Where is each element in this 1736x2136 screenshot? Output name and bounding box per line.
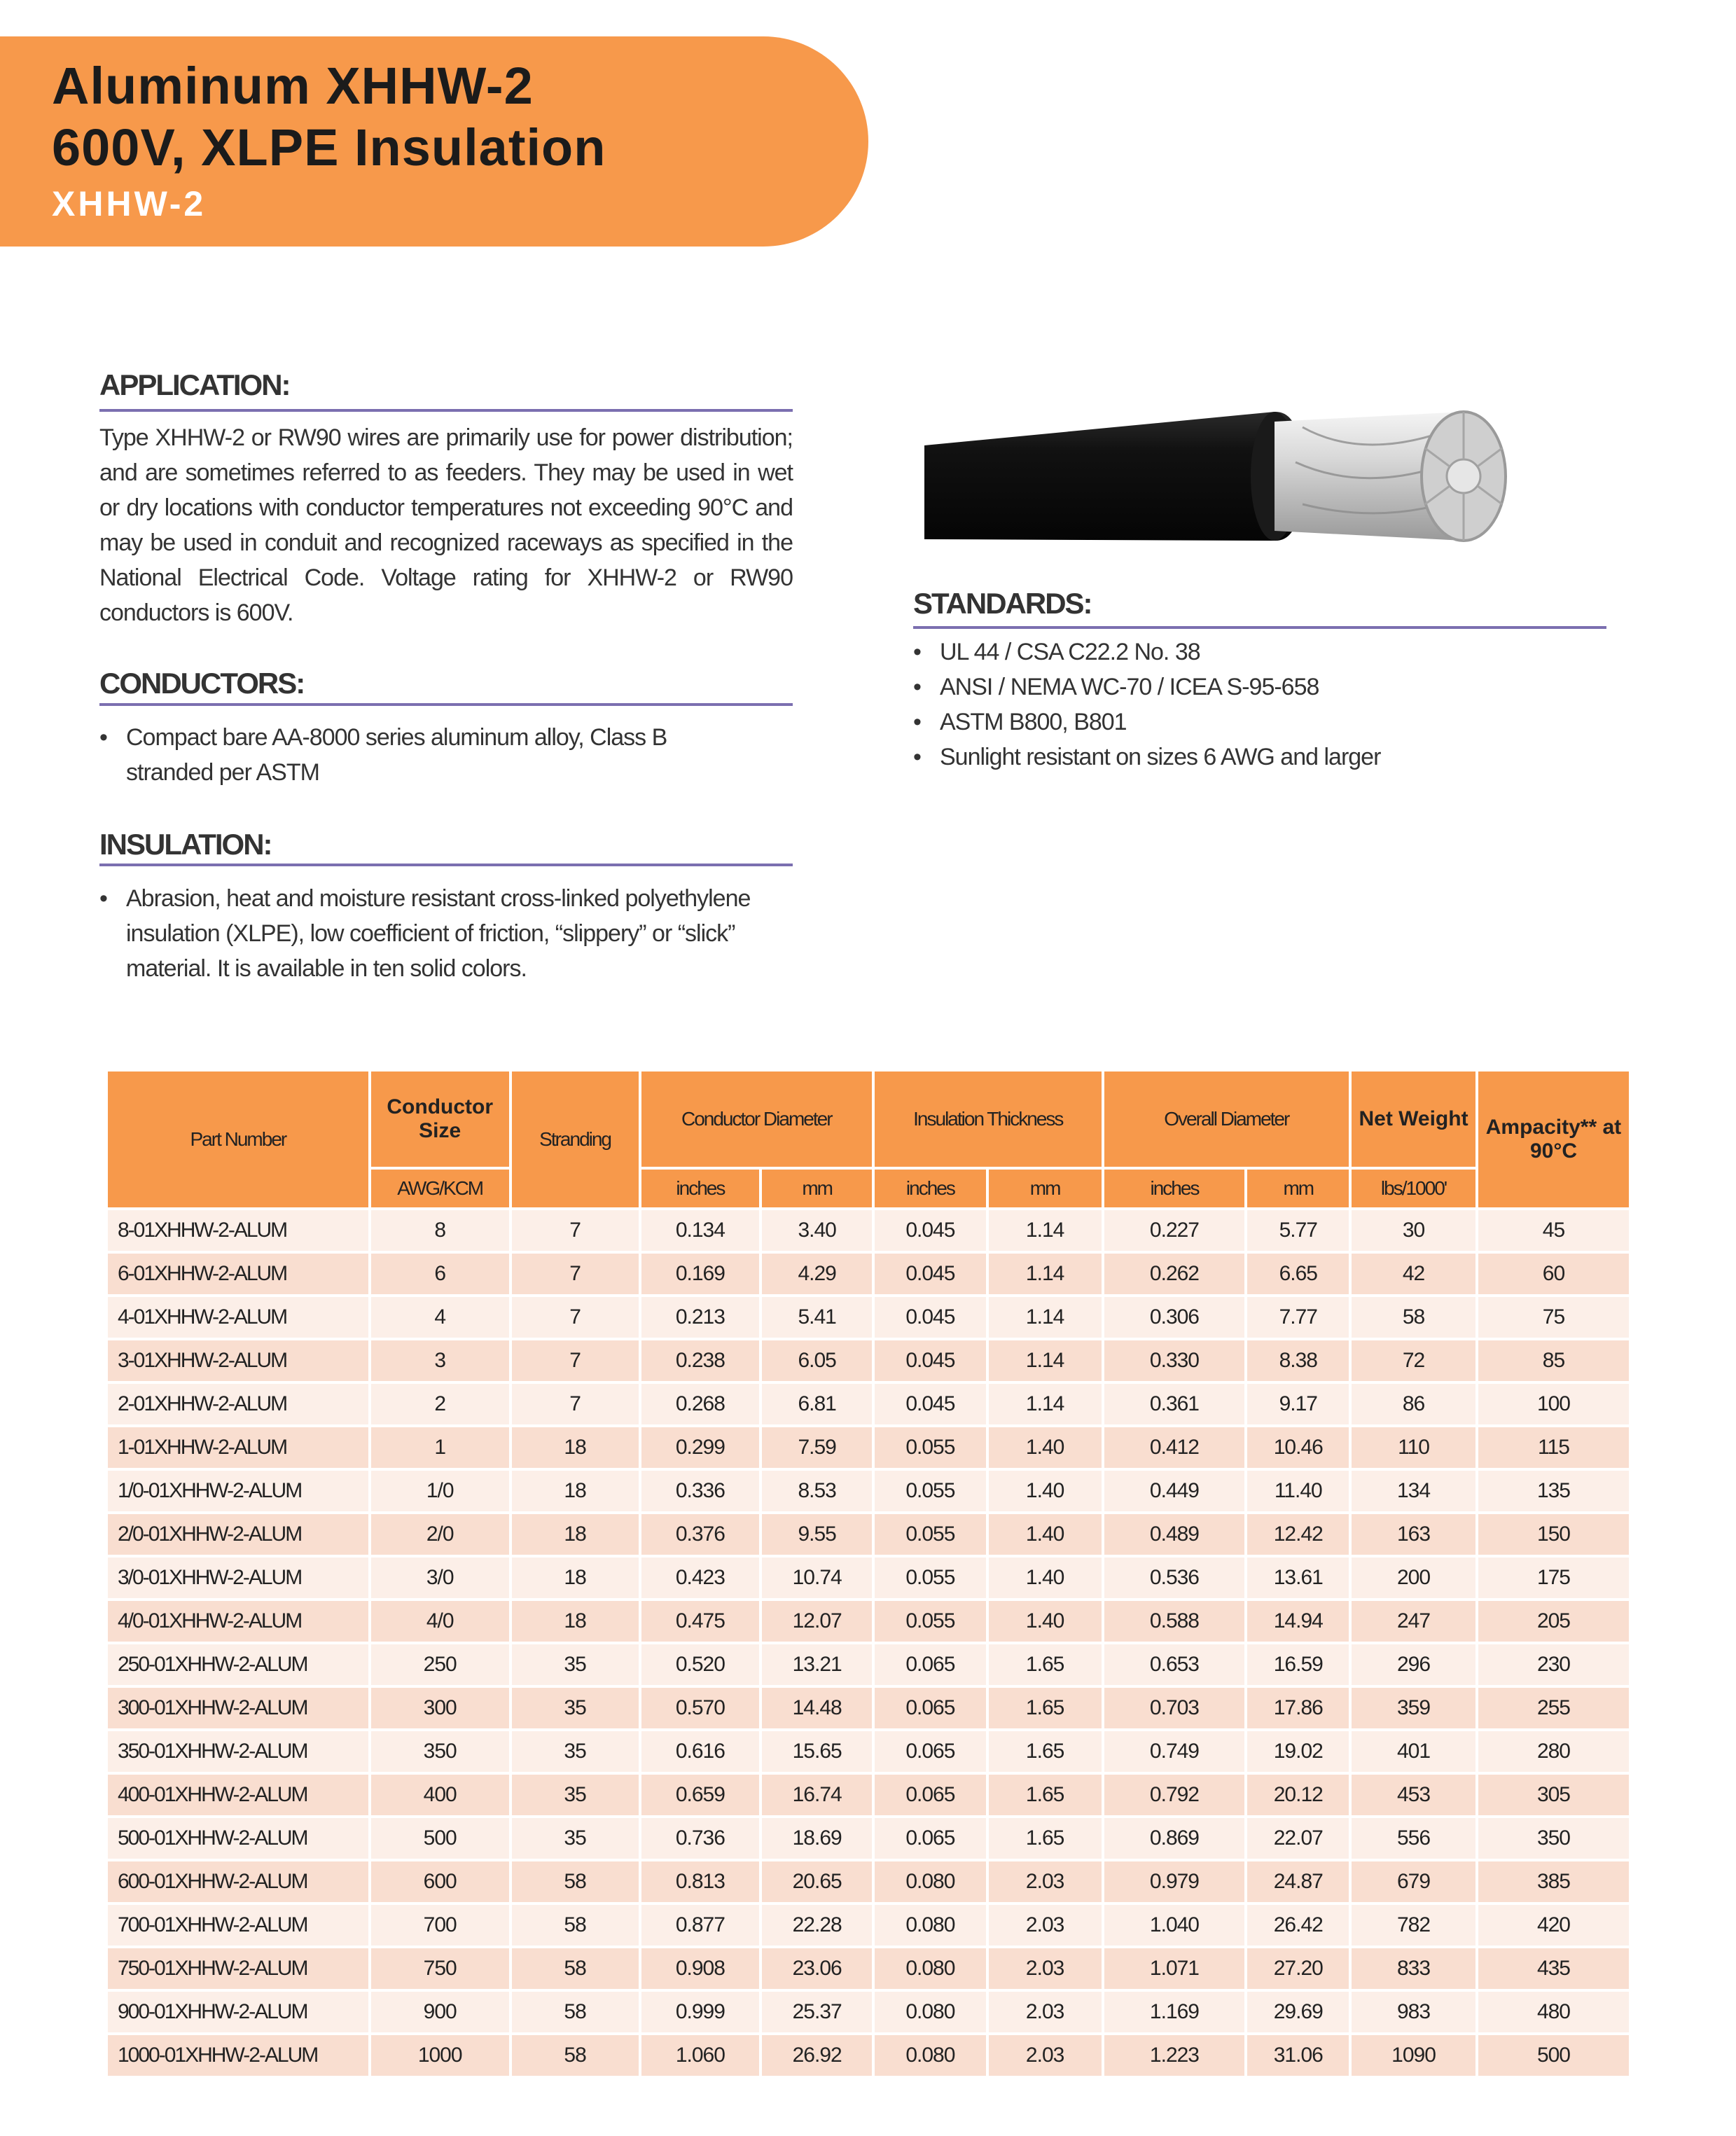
table-cell: 0.045 <box>875 1254 986 1294</box>
table-cell: 679 <box>1352 1861 1475 1902</box>
table-cell: 0.412 <box>1104 1427 1245 1468</box>
specification-table <box>105 1069 1632 2079</box>
table-cell: 0.065 <box>875 1688 986 1728</box>
table-cell: 401 <box>1352 1731 1475 1772</box>
table-cell: 1 <box>371 1427 509 1468</box>
table-cell: 1.65 <box>989 1731 1102 1772</box>
table-cell: 0.792 <box>1104 1775 1245 1815</box>
table-cell: 0.749 <box>1104 1731 1245 1772</box>
standards-heading: STANDARDS: <box>913 587 1092 620</box>
table-cell: 8.38 <box>1247 1340 1349 1381</box>
table-cell: 18 <box>512 1514 639 1555</box>
table-cell: 0.080 <box>875 1948 986 1989</box>
table-cell: 0.330 <box>1104 1340 1245 1381</box>
table-cell: 435 <box>1478 1948 1629 1989</box>
table-cell: 0.055 <box>875 1471 986 1511</box>
unit-it-inches: inches <box>875 1170 986 1207</box>
table-cell: 0.169 <box>641 1254 760 1294</box>
table-row <box>108 1905 1629 1946</box>
table-cell: 0.703 <box>1104 1688 1245 1728</box>
table-cell: 35 <box>512 1644 639 1685</box>
unit-cd-mm: mm <box>762 1170 872 1207</box>
table-cell: 18 <box>512 1471 639 1511</box>
table-cell: 0.570 <box>641 1688 760 1728</box>
table-cell: 1.40 <box>989 1427 1102 1468</box>
table-cell: 0.736 <box>641 1818 760 1859</box>
list-item: • Sunlight resistant on sizes 6 AWG and larger <box>913 740 1606 775</box>
application-heading: APPLICATION: <box>99 368 290 401</box>
header-conductor-diameter: Conductor Diameter <box>641 1072 873 1167</box>
table-cell: 0.080 <box>875 1905 986 1946</box>
table-cell: 350 <box>1478 1818 1629 1859</box>
table-cell: 22.28 <box>762 1905 872 1946</box>
part-number-cell: 1/0-01XHHW-2-ALUM <box>108 1471 368 1511</box>
table-cell: 205 <box>1478 1601 1629 1642</box>
table-cell: 2.03 <box>989 2035 1102 2076</box>
table-cell: 500 <box>1478 2035 1629 2076</box>
table-cell: 0.065 <box>875 1775 986 1815</box>
table-cell: 72 <box>1352 1340 1475 1381</box>
table-cell: 35 <box>512 1731 639 1772</box>
table-cell: 18 <box>512 1558 639 1598</box>
table-cell: 300 <box>371 1688 509 1728</box>
part-number-cell: 6-01XHHW-2-ALUM <box>108 1254 368 1294</box>
subtitle: XHHW-2 <box>52 184 207 223</box>
table-cell: 0.908 <box>641 1948 760 1989</box>
list-item: • ASTM B800, B801 <box>913 705 1606 740</box>
table-cell: 250 <box>371 1644 509 1685</box>
table-cell: 0.869 <box>1104 1818 1245 1859</box>
table-cell: 16.74 <box>762 1775 872 1815</box>
table-cell: 20.65 <box>762 1861 872 1902</box>
table-row <box>108 1818 1629 1859</box>
title-line-1: Aluminum XHHW-2 <box>52 57 534 115</box>
table-cell: 42 <box>1352 1254 1475 1294</box>
unit-size: AWG/KCM <box>371 1170 509 1207</box>
standards-list <box>913 634 1606 775</box>
table-cell: 359 <box>1352 1688 1475 1728</box>
table-cell: 18.69 <box>762 1818 872 1859</box>
table-cell: 22.07 <box>1247 1818 1349 1859</box>
part-number-cell: 2-01XHHW-2-ALUM <box>108 1384 368 1424</box>
table-cell: 0.999 <box>641 1992 760 2032</box>
table-cell: 2.03 <box>989 1948 1102 1989</box>
table-cell: 110 <box>1352 1427 1475 1468</box>
table-cell: 35 <box>512 1688 639 1728</box>
table-cell: 115 <box>1478 1427 1629 1468</box>
table-cell: 45 <box>1478 1210 1629 1251</box>
table-cell: 1.40 <box>989 1471 1102 1511</box>
insulation-heading: INSULATION: <box>99 828 272 861</box>
table-cell: 10.74 <box>762 1558 872 1598</box>
table-cell: 4 <box>371 1297 509 1338</box>
list-item: • Abrasion, heat and moisture resistant cross-linked polyethylene insulation (XLPE), low coefficient of friction, “slippery” or “slick” material. It is available in ten solid colors. <box>99 881 751 986</box>
table-cell: 1.65 <box>989 1688 1102 1728</box>
table-cell: 1.14 <box>989 1384 1102 1424</box>
table-cell: 7 <box>512 1340 639 1381</box>
table-cell: 12.42 <box>1247 1514 1349 1555</box>
table-cell: 5.77 <box>1247 1210 1349 1251</box>
table-cell: 0.588 <box>1104 1601 1245 1642</box>
table-cell: 3/0 <box>371 1558 509 1598</box>
unit-od-inches: inches <box>1104 1170 1245 1207</box>
table-cell: 0.045 <box>875 1297 986 1338</box>
table-cell: 0.336 <box>641 1471 760 1511</box>
table-cell: 0.449 <box>1104 1471 1245 1511</box>
table-cell: 30 <box>1352 1210 1475 1251</box>
table-cell: 6.81 <box>762 1384 872 1424</box>
table-cell: 230 <box>1478 1644 1629 1685</box>
table-cell: 58 <box>512 2035 639 2076</box>
table-cell: 19.02 <box>1247 1731 1349 1772</box>
table-row <box>108 1514 1629 1555</box>
table-cell: 0.659 <box>641 1775 760 1815</box>
table-row <box>108 1688 1629 1728</box>
part-number-cell: 700-01XHHW-2-ALUM <box>108 1905 368 1946</box>
table-cell: 0.423 <box>641 1558 760 1598</box>
table-cell: 0.065 <box>875 1731 986 1772</box>
table-cell: 7 <box>512 1297 639 1338</box>
table-cell: 453 <box>1352 1775 1475 1815</box>
table-cell: 0.227 <box>1104 1210 1245 1251</box>
table-row <box>108 1340 1629 1381</box>
part-number-cell: 750-01XHHW-2-ALUM <box>108 1948 368 1989</box>
table-cell: 420 <box>1478 1905 1629 1946</box>
table-cell: 6 <box>371 1254 509 1294</box>
table-cell: 3 <box>371 1340 509 1381</box>
table-cell: 0.055 <box>875 1601 986 1642</box>
part-number-cell: 4-01XHHW-2-ALUM <box>108 1297 368 1338</box>
table-row <box>108 1297 1629 1338</box>
table-cell: 14.94 <box>1247 1601 1349 1642</box>
table-cell: 23.06 <box>762 1948 872 1989</box>
list-item: • UL 44 / CSA C22.2 No. 38 <box>913 634 1606 670</box>
table-cell: 85 <box>1478 1340 1629 1381</box>
table-cell: 1.14 <box>989 1340 1102 1381</box>
table-cell: 25.37 <box>762 1992 872 2032</box>
unit-cd-inches: inches <box>641 1170 760 1207</box>
table-cell: 58 <box>512 1905 639 1946</box>
table-cell: 0.080 <box>875 1992 986 2032</box>
table-row <box>108 1992 1629 2032</box>
table-cell: 20.12 <box>1247 1775 1349 1815</box>
application-text: Type XHHW-2 or RW90 wires are primarily use for power distribution; and are sometimes referred to as feeders. They may be used in wet or dry locations with conductor temperatures not exceeding 90°C and may be used in conduit and recognized raceways as specified in the National Electrical Code. Voltage rating for XHHW-2 or RW90 conductors is 600V. <box>99 424 793 626</box>
table-cell: 31.06 <box>1247 2035 1349 2076</box>
table-cell: 1.40 <box>989 1601 1102 1642</box>
table-row <box>108 1948 1629 1989</box>
table-cell: 16.59 <box>1247 1644 1349 1685</box>
table-cell: 200 <box>1352 1558 1475 1598</box>
table-cell: 7 <box>512 1384 639 1424</box>
table-cell: 14.48 <box>762 1688 872 1728</box>
insulation-list <box>99 881 751 986</box>
table-cell: 58 <box>512 1861 639 1902</box>
table-cell: 0.489 <box>1104 1514 1245 1555</box>
table-cell: 480 <box>1478 1992 1629 2032</box>
table-cell: 9.55 <box>762 1514 872 1555</box>
table-cell: 2.03 <box>989 1992 1102 2032</box>
table-cell: 0.080 <box>875 1861 986 1902</box>
table-cell: 1.65 <box>989 1644 1102 1685</box>
header-conductor-size: Conductor Size <box>371 1072 509 1167</box>
table-cell: 0.213 <box>641 1297 760 1338</box>
table-cell: 0.080 <box>875 2035 986 2076</box>
table-cell: 163 <box>1352 1514 1475 1555</box>
table-cell: 0.520 <box>641 1644 760 1685</box>
table-cell: 0.306 <box>1104 1297 1245 1338</box>
table-cell: 0.238 <box>641 1340 760 1381</box>
part-number-cell: 500-01XHHW-2-ALUM <box>108 1818 368 1859</box>
table-cell: 26.42 <box>1247 1905 1349 1946</box>
part-number-cell: 900-01XHHW-2-ALUM <box>108 1992 368 2032</box>
table-cell: 0.877 <box>641 1905 760 1946</box>
table-cell: 9.17 <box>1247 1384 1349 1424</box>
table-cell: 1.223 <box>1104 2035 1245 2076</box>
table-cell: 500 <box>371 1818 509 1859</box>
table-cell: 750 <box>371 1948 509 1989</box>
table-cell: 0.065 <box>875 1644 986 1685</box>
table-cell: 29.69 <box>1247 1992 1349 2032</box>
table-cell: 1.65 <box>989 1818 1102 1859</box>
table-cell: 15.65 <box>762 1731 872 1772</box>
insulation-rule <box>99 864 793 866</box>
table-cell: 0.299 <box>641 1427 760 1468</box>
table-body <box>108 1210 1629 2076</box>
table-cell: 1.14 <box>989 1297 1102 1338</box>
table-cell: 0.055 <box>875 1427 986 1468</box>
table-cell: 0.268 <box>641 1384 760 1424</box>
table-cell: 1.40 <box>989 1558 1102 1598</box>
part-number-cell: 1000-01XHHW-2-ALUM <box>108 2035 368 2076</box>
table-cell: 600 <box>371 1861 509 1902</box>
table-cell: 1.14 <box>989 1254 1102 1294</box>
table-cell: 0.536 <box>1104 1558 1245 1598</box>
table-cell: 900 <box>371 1992 509 2032</box>
table-cell: 1.071 <box>1104 1948 1245 1989</box>
table-cell: 7 <box>512 1210 639 1251</box>
table-row <box>108 1254 1629 1294</box>
part-number-cell: 1-01XHHW-2-ALUM <box>108 1427 368 1468</box>
table-row <box>108 1644 1629 1685</box>
table-cell: 11.40 <box>1247 1471 1349 1511</box>
table-cell: 58 <box>512 1948 639 1989</box>
table-cell: 7 <box>512 1254 639 1294</box>
application-rule <box>99 409 793 412</box>
table-cell: 8.53 <box>762 1471 872 1511</box>
table-cell: 100 <box>1478 1384 1629 1424</box>
table-cell: 1.040 <box>1104 1905 1245 1946</box>
table-cell: 0.055 <box>875 1514 986 1555</box>
unit-od-mm: mm <box>1247 1170 1349 1207</box>
table-cell: 0.262 <box>1104 1254 1245 1294</box>
table-cell: 13.21 <box>762 1644 872 1685</box>
table-cell: 350 <box>371 1731 509 1772</box>
table-cell: 0.979 <box>1104 1861 1245 1902</box>
table-cell: 385 <box>1478 1861 1629 1902</box>
table-cell: 7.59 <box>762 1427 872 1468</box>
table-cell: 400 <box>371 1775 509 1815</box>
part-number-cell: 350-01XHHW-2-ALUM <box>108 1731 368 1772</box>
table-cell: 1/0 <box>371 1471 509 1511</box>
table-cell: 4/0 <box>371 1601 509 1642</box>
table-cell: 8 <box>371 1210 509 1251</box>
table-cell: 86 <box>1352 1384 1475 1424</box>
table-cell: 75 <box>1478 1297 1629 1338</box>
table-cell: 35 <box>512 1775 639 1815</box>
table-cell: 27.20 <box>1247 1948 1349 1989</box>
header-part-number: Part Number <box>108 1072 368 1207</box>
table-cell: 134 <box>1352 1471 1475 1511</box>
table-cell: 12.07 <box>762 1601 872 1642</box>
table-cell: 150 <box>1478 1514 1629 1555</box>
table-cell: 17.86 <box>1247 1688 1349 1728</box>
table-cell: 833 <box>1352 1948 1475 1989</box>
table-cell: 0.055 <box>875 1558 986 1598</box>
table-cell: 247 <box>1352 1601 1475 1642</box>
table-row <box>108 1210 1629 1251</box>
header-overall-diameter: Overall Diameter <box>1104 1072 1349 1167</box>
table-cell: 556 <box>1352 1818 1475 1859</box>
table-cell: 782 <box>1352 1905 1475 1946</box>
table-cell: 2 <box>371 1384 509 1424</box>
unit-it-mm: mm <box>989 1170 1102 1207</box>
table-cell: 6.65 <box>1247 1254 1349 1294</box>
table-cell: 700 <box>371 1905 509 1946</box>
header-ampacity: Ampacity** at 90°C <box>1478 1072 1629 1207</box>
header-net-weight: Net Weight <box>1352 1072 1475 1167</box>
table-cell: 0.045 <box>875 1210 986 1251</box>
table-cell: 18 <box>512 1601 639 1642</box>
table-cell: 6.05 <box>762 1340 872 1381</box>
header-insulation-thickness: Insulation Thickness <box>875 1072 1101 1167</box>
table-row <box>108 1731 1629 1772</box>
standards-rule <box>913 626 1606 629</box>
table-cell: 60 <box>1478 1254 1629 1294</box>
table-cell: 0.616 <box>641 1731 760 1772</box>
table-cell: 10.46 <box>1247 1427 1349 1468</box>
table-cell: 0.361 <box>1104 1384 1245 1424</box>
table-row <box>108 2035 1629 2076</box>
table-cell: 175 <box>1478 1558 1629 1598</box>
part-number-cell: 400-01XHHW-2-ALUM <box>108 1775 368 1815</box>
unit-weight: lbs/1000' <box>1352 1170 1475 1207</box>
table-row <box>108 1471 1629 1511</box>
table-cell: 280 <box>1478 1731 1629 1772</box>
table-cell: 13.61 <box>1247 1558 1349 1598</box>
table-cell: 135 <box>1478 1471 1629 1511</box>
table-cell: 0.065 <box>875 1818 986 1859</box>
table-cell: 0.376 <box>641 1514 760 1555</box>
table-cell: 7.77 <box>1247 1297 1349 1338</box>
part-number-cell: 600-01XHHW-2-ALUM <box>108 1861 368 1902</box>
table-row <box>108 1601 1629 1642</box>
table-row <box>108 1775 1629 1815</box>
table-row <box>108 1558 1629 1598</box>
table-cell: 3.40 <box>762 1210 872 1251</box>
table-cell: 0.653 <box>1104 1644 1245 1685</box>
part-number-cell: 300-01XHHW-2-ALUM <box>108 1688 368 1728</box>
conductors-heading: CONDUCTORS: <box>99 667 305 700</box>
conductors-rule <box>99 703 793 706</box>
table-cell: 5.41 <box>762 1297 872 1338</box>
table-cell: 1.14 <box>989 1210 1102 1251</box>
table-cell: 0.813 <box>641 1861 760 1902</box>
title-banner <box>0 36 868 247</box>
table-cell: 58 <box>1352 1297 1475 1338</box>
table-cell: 1.060 <box>641 2035 760 2076</box>
table-cell: 35 <box>512 1818 639 1859</box>
part-number-cell: 3-01XHHW-2-ALUM <box>108 1340 368 1381</box>
part-number-cell: 3/0-01XHHW-2-ALUM <box>108 1558 368 1598</box>
table-cell: 18 <box>512 1427 639 1468</box>
table-cell: 255 <box>1478 1688 1629 1728</box>
table-cell: 305 <box>1478 1775 1629 1815</box>
table-cell: 0.134 <box>641 1210 760 1251</box>
table-row <box>108 1861 1629 1902</box>
table-cell: 2/0 <box>371 1514 509 1555</box>
table-cell: 58 <box>512 1992 639 2032</box>
table-row <box>108 1427 1629 1468</box>
table-cell: 1.65 <box>989 1775 1102 1815</box>
title-line-2: 600V, XLPE Insulation <box>52 118 606 176</box>
table-cell: 24.87 <box>1247 1861 1349 1902</box>
table-cell: 2.03 <box>989 1905 1102 1946</box>
table-cell: 1.40 <box>989 1514 1102 1555</box>
table-cell: 2.03 <box>989 1861 1102 1902</box>
table-cell: 4.29 <box>762 1254 872 1294</box>
table-cell: 0.475 <box>641 1601 760 1642</box>
part-number-cell: 2/0-01XHHW-2-ALUM <box>108 1514 368 1555</box>
table-cell: 0.045 <box>875 1384 986 1424</box>
table-cell: 296 <box>1352 1644 1475 1685</box>
conductors-list <box>99 720 758 790</box>
part-number-cell: 4/0-01XHHW-2-ALUM <box>108 1601 368 1642</box>
list-item: • ANSI / NEMA WC-70 / ICEA S-95-658 <box>913 670 1606 705</box>
cable-illustration <box>910 399 1569 567</box>
part-number-cell: 8-01XHHW-2-ALUM <box>108 1210 368 1251</box>
header-stranding: Stranding <box>512 1072 639 1207</box>
list-item: • Compact bare AA-8000 series aluminum alloy, Class B stranded per ASTM <box>99 720 758 790</box>
table-cell: 983 <box>1352 1992 1475 2032</box>
table-cell: 1.169 <box>1104 1992 1245 2032</box>
table-cell: 0.045 <box>875 1340 986 1381</box>
part-number-cell: 250-01XHHW-2-ALUM <box>108 1644 368 1685</box>
table-cell: 1090 <box>1352 2035 1475 2076</box>
table-cell: 26.92 <box>762 2035 872 2076</box>
table-cell: 1000 <box>371 2035 509 2076</box>
table-row <box>108 1384 1629 1424</box>
